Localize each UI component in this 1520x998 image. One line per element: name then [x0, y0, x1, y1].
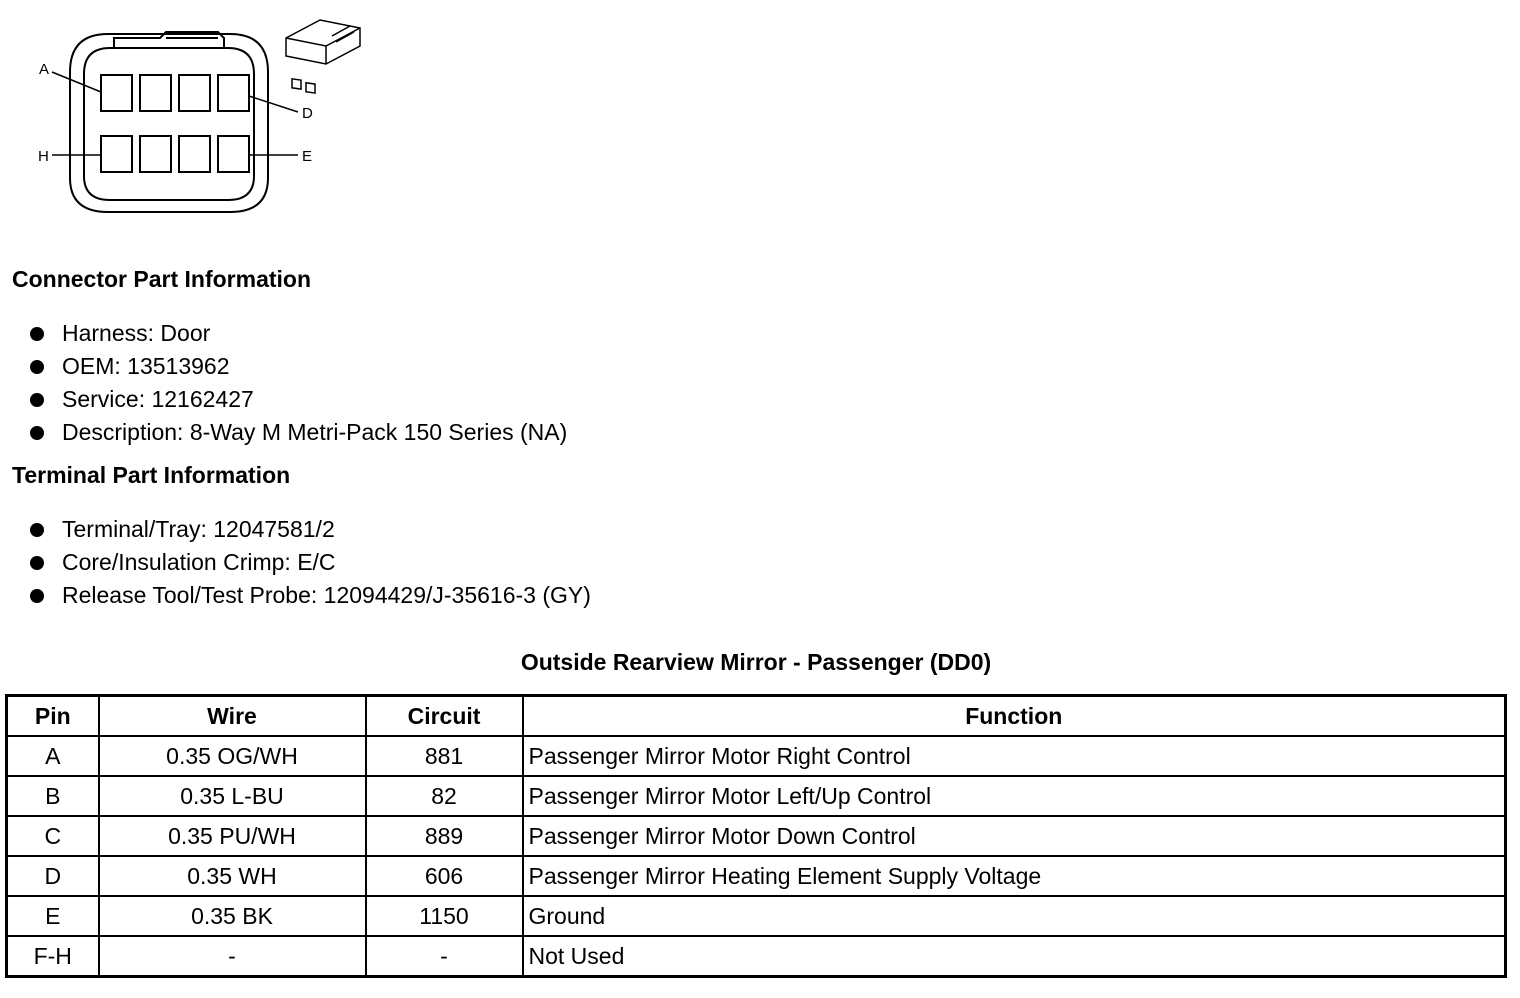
- list-item: OEM: 13513962: [28, 350, 567, 383]
- terminal-info-list: [28, 513, 591, 612]
- bullet-icon: [30, 360, 44, 374]
- column-header-function: Function: [523, 696, 1506, 737]
- cell-wire: 0.35 WH: [99, 856, 366, 896]
- list-item: Release Tool/Test Probe: 12094429/J-35616-3 (GY): [28, 579, 591, 612]
- table-row: [7, 896, 1506, 936]
- connector-info-heading: Connector Part Information: [12, 266, 312, 292]
- cell-pin: B: [7, 776, 99, 816]
- table-row: [7, 856, 1506, 896]
- bullet-icon: [30, 556, 44, 570]
- pin-label-a: A: [39, 61, 50, 78]
- list-item: Terminal/Tray: 12047581/2: [28, 513, 591, 546]
- cell-circuit: 606: [366, 856, 523, 896]
- bullet-icon: [30, 426, 44, 440]
- cell-wire: 0.35 L-BU: [99, 776, 366, 816]
- cell-pin: F-H: [7, 936, 99, 977]
- table-header-row: [7, 696, 1506, 737]
- table-row: [7, 816, 1506, 856]
- cell-circuit: -: [366, 936, 523, 977]
- table-row: [7, 736, 1506, 776]
- cell-pin: D: [7, 856, 99, 896]
- pin-label-d: D: [302, 105, 313, 122]
- cell-function: Passenger Mirror Heating Element Supply Voltage: [523, 856, 1506, 896]
- cell-function: Ground: [523, 896, 1506, 936]
- cell-wire: 0.35 OG/WH: [99, 736, 366, 776]
- column-header-pin: Pin: [7, 696, 99, 737]
- list-item: Description: 8-Way M Metri-Pack 150 Series (NA): [28, 416, 567, 449]
- table-row: [7, 936, 1506, 977]
- cell-wire: 0.35 PU/WH: [99, 816, 366, 856]
- cell-function: Passenger Mirror Motor Left/Up Control: [523, 776, 1506, 816]
- connector-info-list: [28, 317, 567, 449]
- bullet-icon: [30, 589, 44, 603]
- cell-pin: E: [7, 896, 99, 936]
- terminal-info-heading: Terminal Part Information: [12, 462, 291, 488]
- connector-face-diagram: [30, 12, 370, 218]
- connector-thumbnail-icon: [286, 20, 360, 93]
- cell-function: Passenger Mirror Motor Down Control: [523, 816, 1506, 856]
- pinout-table: [5, 694, 1507, 978]
- cell-circuit: 82: [366, 776, 523, 816]
- cell-function: Passenger Mirror Motor Right Control: [523, 736, 1506, 776]
- cell-function: Not Used: [523, 936, 1506, 977]
- pin-label-h: H: [38, 148, 49, 165]
- bullet-icon: [30, 327, 44, 341]
- bullet-icon: [30, 393, 44, 407]
- column-header-wire: Wire: [99, 696, 366, 737]
- list-item: Harness: Door: [28, 317, 567, 350]
- cell-circuit: 889: [366, 816, 523, 856]
- cell-circuit: 1150: [366, 896, 523, 936]
- list-item: Core/Insulation Crimp: E/C: [28, 546, 591, 579]
- bullet-icon: [30, 523, 44, 537]
- cell-pin: A: [7, 736, 99, 776]
- cell-wire: 0.35 BK: [99, 896, 366, 936]
- pin-label-e: E: [302, 148, 313, 165]
- list-item: Service: 12162427: [28, 383, 567, 416]
- cell-wire: -: [99, 936, 366, 977]
- cell-pin: C: [7, 816, 99, 856]
- cell-circuit: 881: [366, 736, 523, 776]
- table-row: [7, 776, 1506, 816]
- column-header-circuit: Circuit: [366, 696, 523, 737]
- table-title: Outside Rearview Mirror - Passenger (DD0): [520, 649, 992, 675]
